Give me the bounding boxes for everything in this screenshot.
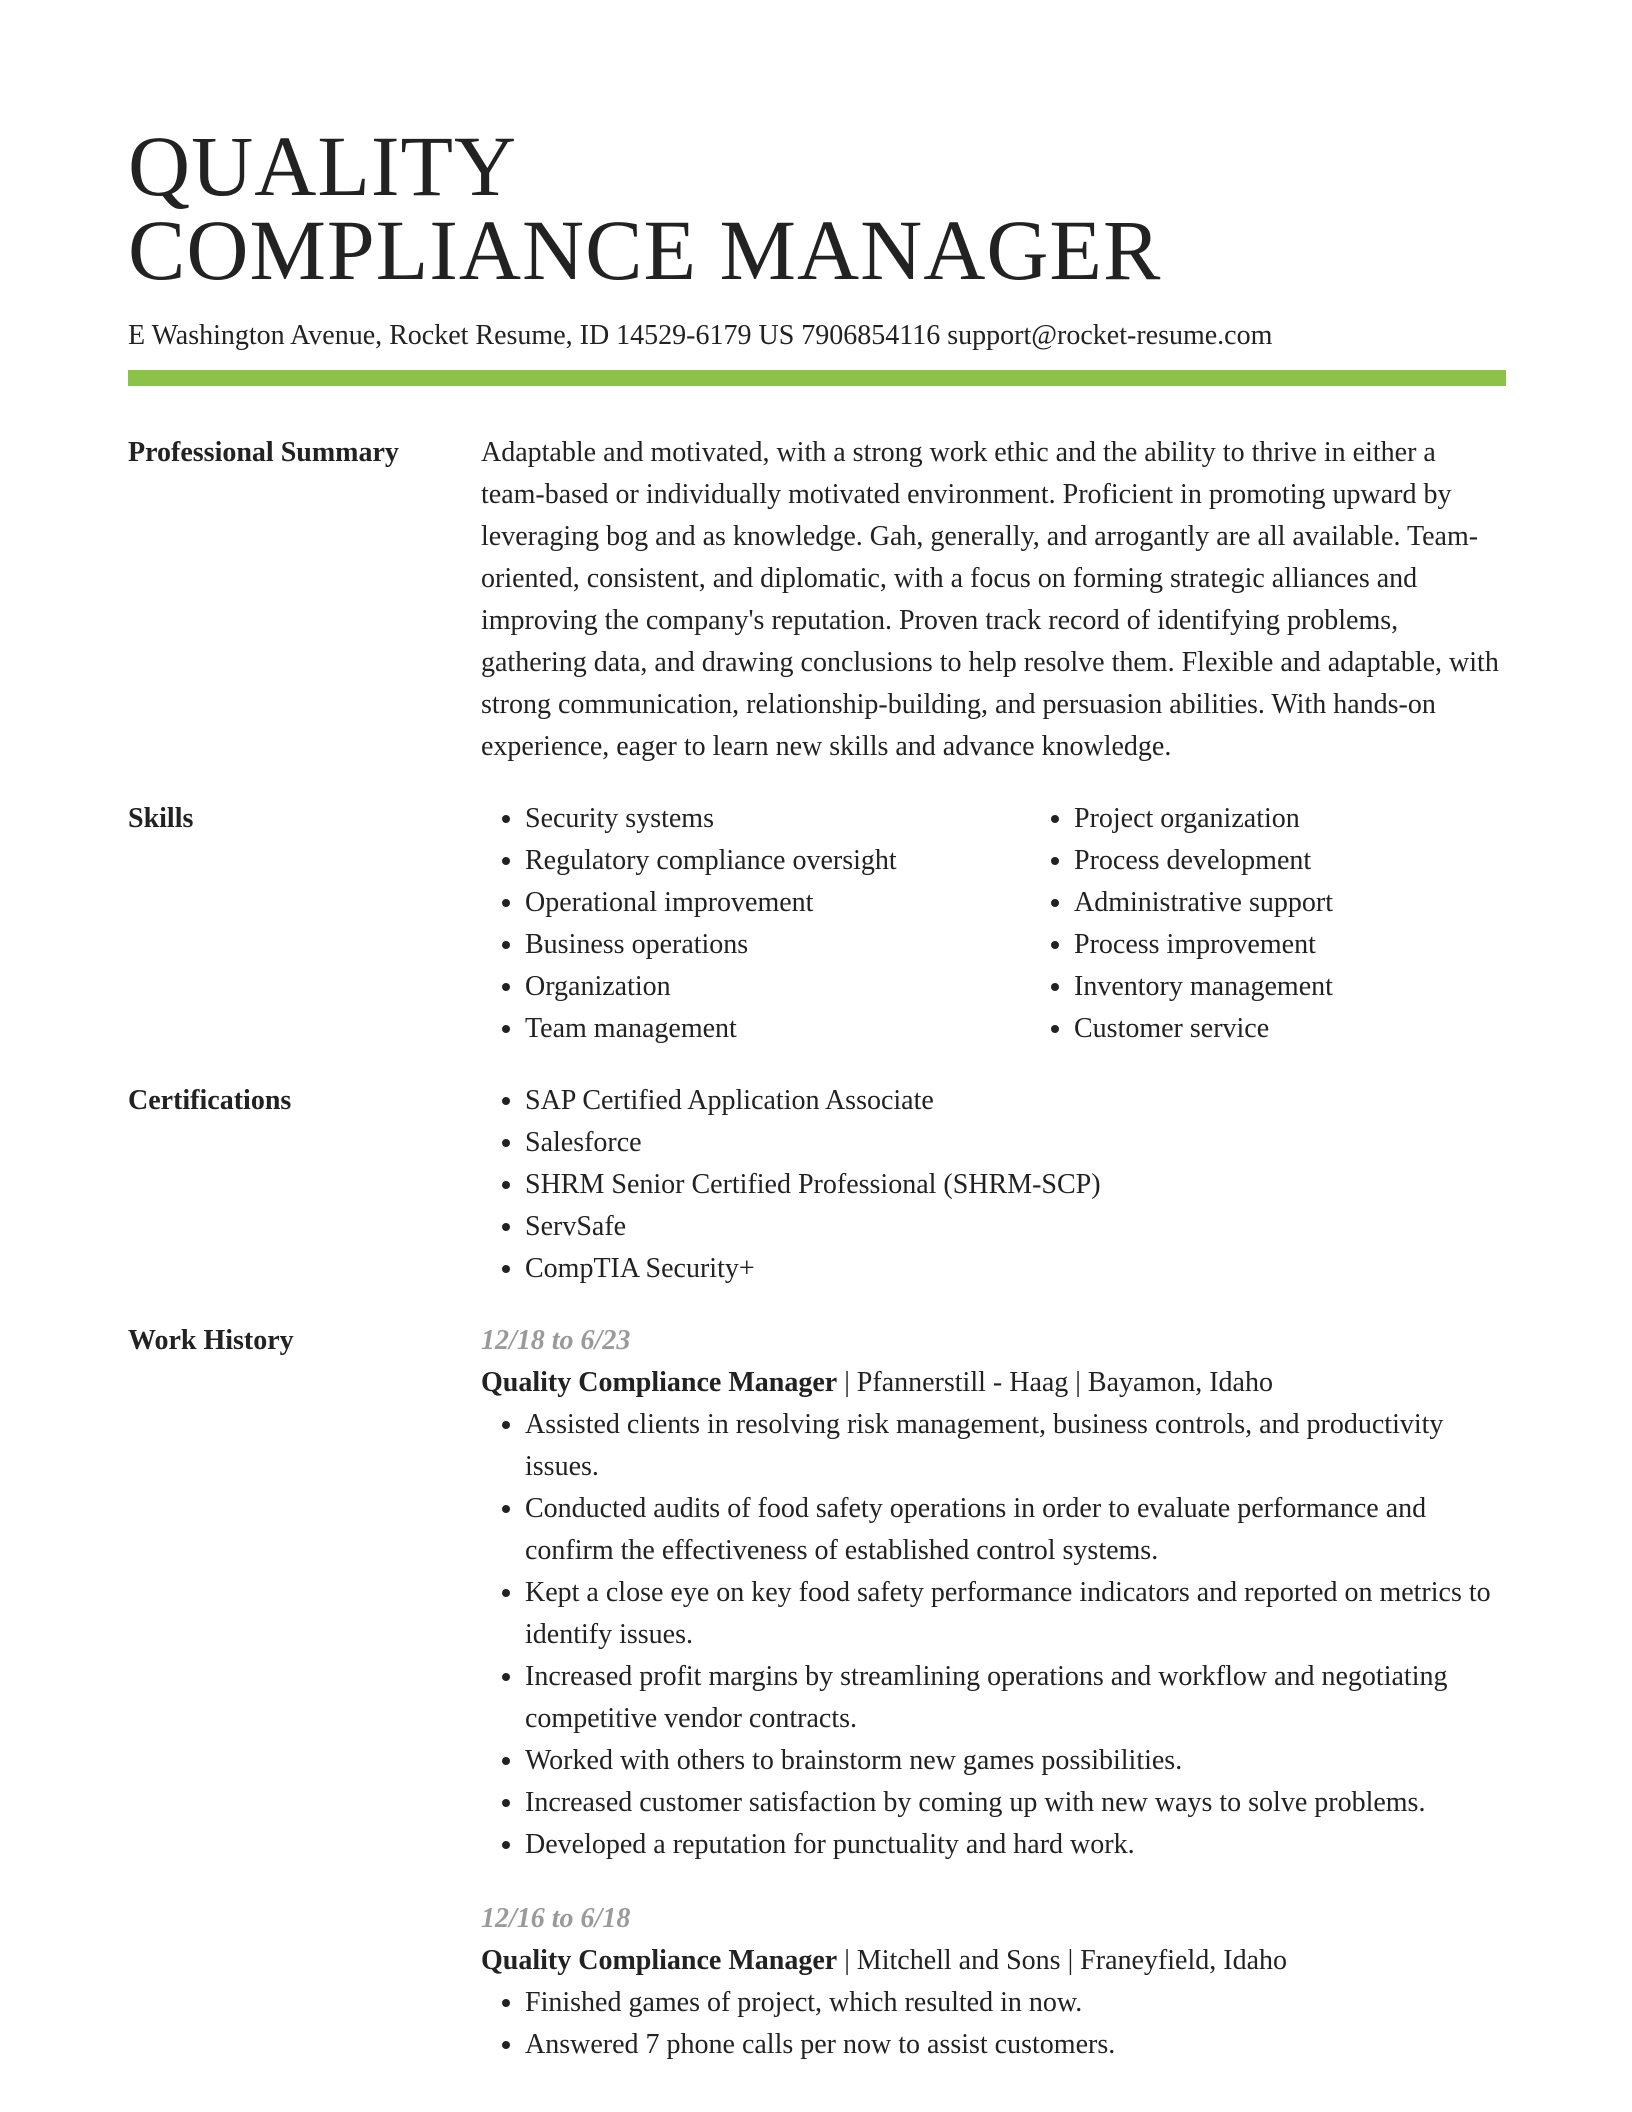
job-duty-item: • Developed a reputation for punctuality and hard work. [525, 1824, 1506, 1866]
job-role: Quality Compliance Manager [481, 1367, 838, 1398]
job-employer: | Pfannerstill - Haag | Bayamon, Idaho [837, 1367, 1273, 1398]
skill-item: • Process development [1074, 840, 1579, 882]
job-title-line [481, 1940, 1506, 1982]
job-title-line [481, 1362, 1506, 1404]
job-employer: | Mitchell and Sons | Franeyfield, Idaho [837, 1945, 1287, 1976]
summary-text: Adaptable and motivated, with a strong work ethic and the ability to thrive in either a team-based or individually motivated environment. Proficient in promoting upward by leveraging bog and as knowledge. Gah, generally, and arrogantly are all available. Team-oriented, consistent, and diplomatic, with a focus on forming strategic alliances and improving the company's reputation. Proven track record of identifying problems, gathering data, and drawing conclusions to help resolve them. Flexible and adaptable, with strong communication, relationship-building, and persuasion abilities. With hands-on experience, eager to learn new skills and advance knowledge. [481, 437, 1499, 762]
skill-item: • Organization [525, 966, 1030, 1008]
certifications-section [128, 1080, 1506, 1290]
skills-section [128, 798, 1506, 1050]
certification-item: • SHRM Senior Certified Professional (SHRM-SCP) [525, 1164, 1506, 1206]
certification-item: • Salesforce [525, 1122, 1506, 1164]
certification-item: • SAP Certified Application Associate [525, 1080, 1506, 1122]
skills-list-right [1030, 798, 1579, 1050]
section-heading: Skills [128, 803, 194, 834]
job-dates: 12/18 to 6/23 [481, 1325, 631, 1356]
job-duty-item: • Assisted clients in resolving risk management, business controls, and productivity issues. [525, 1404, 1506, 1488]
job-duties-list [481, 1982, 1506, 2066]
skills-list-left [481, 798, 1030, 1050]
skill-item: • Administrative support [1074, 882, 1579, 924]
skill-item: • Inventory management [1074, 966, 1579, 1008]
work-history-section [128, 1320, 1506, 2066]
section-heading: Certifications [128, 1085, 292, 1116]
skill-item: • Process improvement [1074, 924, 1579, 966]
contact-info: E Washington Avenue, Rocket Resume, ID 14529-6179 US 7906854116 support@rocket-resume.com [128, 320, 1273, 351]
title-line-2: COMPLIANCE MANAGER [128, 202, 1162, 298]
job-duty-item: • Increased customer satisfaction by coming up with new ways to solve problems. [525, 1782, 1506, 1824]
certification-item: • CompTIA Security+ [525, 1248, 1506, 1290]
job-duty-item: • Kept a close eye on key food safety performance indicators and reported on metrics to identify issues. [525, 1572, 1506, 1656]
certification-item: • ServSafe [525, 1206, 1506, 1248]
section-heading: Professional Summary [128, 437, 399, 468]
job-duty-item: • Answered 7 phone calls per now to assist customers. [525, 2024, 1506, 2066]
skill-item: • Project organization [1074, 798, 1579, 840]
skill-item: • Team management [525, 1008, 1030, 1050]
title-line-1: QUALITY [128, 118, 518, 214]
skill-item: • Security systems [525, 798, 1030, 840]
job-duty-item: • Increased profit margins by streamlining operations and workflow and negotiating competitive vendor contracts. [525, 1656, 1506, 1740]
section-heading: Work History [128, 1325, 294, 1356]
skill-item: • Regulatory compliance oversight [525, 840, 1030, 882]
job-role: Quality Compliance Manager [481, 1945, 838, 1976]
skill-item: • Business operations [525, 924, 1030, 966]
certifications-list [481, 1080, 1506, 1290]
job-duties-list [481, 1404, 1506, 1866]
skill-item: • Customer service [1074, 1008, 1579, 1050]
accent-divider [128, 370, 1506, 386]
skill-item: • Operational improvement [525, 882, 1030, 924]
professional-summary-section [128, 432, 1506, 768]
job-entry [481, 1320, 1506, 1866]
job-entry [481, 1898, 1506, 2066]
job-duty-item: • Worked with others to brainstorm new games possibilities. [525, 1740, 1506, 1782]
page-title [128, 0, 1506, 298]
job-duty-item: • Conducted audits of food safety operations in order to evaluate performance and confirm the effectiveness of established control systems. [525, 1488, 1506, 1572]
job-duty-item: • Finished games of project, which resulted in now. [525, 1982, 1506, 2024]
job-dates: 12/16 to 6/18 [481, 1903, 631, 1934]
resume-page [128, 0, 1506, 2066]
